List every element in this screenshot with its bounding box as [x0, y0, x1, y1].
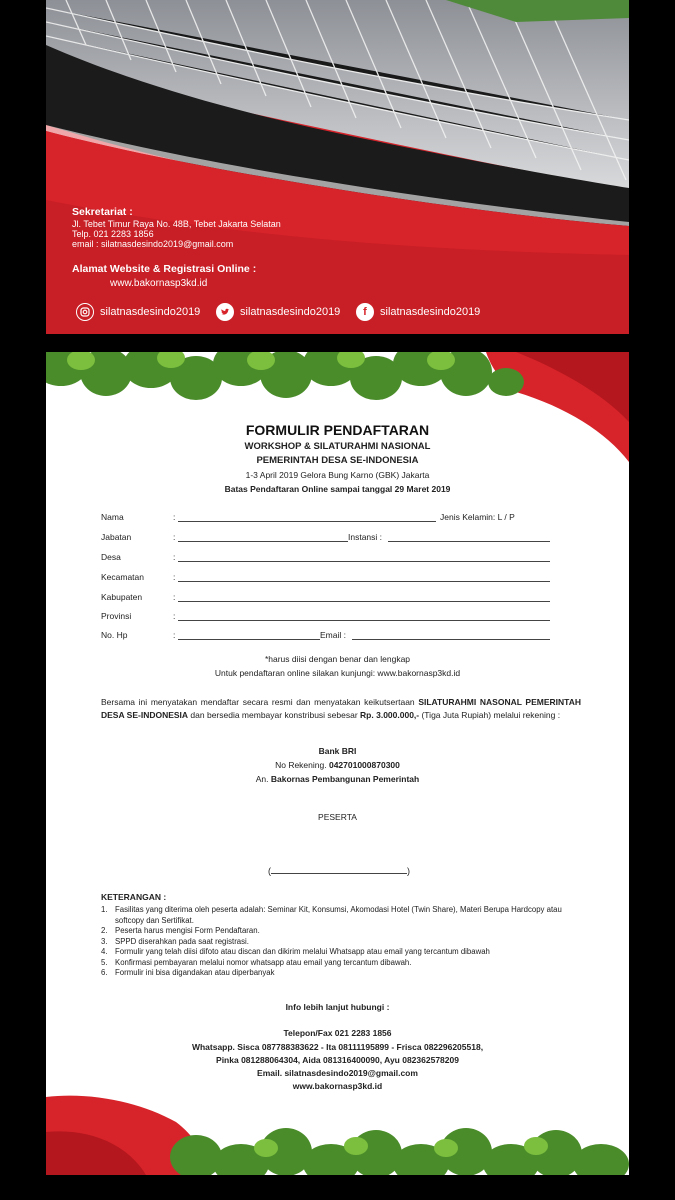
list-item: 6. Formulir ini bisa digandakan atau diperbanyak	[101, 968, 275, 977]
peserta-label: PESERTA	[318, 812, 357, 822]
secretariat-address: Jl. Tebet Timur Raya No. 48B, Tebet Jakarta Selatan	[72, 219, 281, 229]
website-heading: Alamat Website & Registrasi Online :	[72, 263, 257, 275]
field-nama[interactable]	[178, 521, 436, 522]
list-item: 2. Peserta harus mengisi Form Pendaftaran.	[101, 926, 260, 935]
colon: :	[173, 572, 176, 582]
contact-whatsapp-2: Pinka 081288064304, Aida 081316400090, Ayu 082362578209	[216, 1055, 459, 1065]
colon: :	[173, 592, 176, 602]
bank-account-holder: An. Bakornas Pembangunan Pemerintah	[255, 774, 420, 784]
bank-account: No Rekening. 042701000870300	[275, 760, 400, 770]
signature-field[interactable]: ( )	[268, 866, 410, 876]
info-heading: Info lebih lanjut hubungi :	[285, 1002, 390, 1012]
social-handle: silatnasdesindo2019	[240, 306, 341, 318]
colon: :	[173, 611, 176, 621]
keterangan-heading: KETERANGAN :	[101, 892, 167, 902]
secretariat-heading: Sekretariat :	[72, 206, 133, 218]
event-date-location: 1-3 April 2019 Gelora Bung Karno (GBK) Jakarta	[245, 470, 430, 480]
website-url[interactable]: www.bakornasp3kd.id	[110, 278, 208, 289]
colon: :	[173, 630, 176, 640]
label-jabatan: Jabatan	[101, 532, 132, 542]
list-item: 4. Formulir yang telah diisi difoto atau discan dan dikirim melalui Whatsapp atau email yang tercantum dibawah	[101, 947, 490, 956]
label-email: Email :	[320, 630, 346, 640]
field-provinsi[interactable]	[178, 620, 550, 621]
contact-email: Email. silatnasdesindo2019@gmail.com	[257, 1068, 418, 1078]
form-subtitle-2: PEMERINTAH DESA SE-INDONESIA	[256, 455, 419, 466]
secretariat-phone: Telp. 021 2283 1856	[72, 229, 154, 239]
note-online: Untuk pendaftaran online silakan kunjungi: www.bakornasp3kd.id	[214, 668, 461, 678]
registration-deadline: Batas Pendaftaran Online sampai tanggal 29 Maret 2019	[224, 484, 451, 494]
field-jabatan[interactable]	[178, 541, 348, 542]
label-no-hp: No. Hp	[101, 630, 128, 640]
field-instansi[interactable]	[388, 541, 550, 542]
field-no-hp[interactable]	[178, 639, 320, 640]
social-instagram[interactable]	[76, 303, 200, 321]
label-jenis-kelamin: Jenis Kelamin: L / P	[440, 512, 515, 522]
label-desa: Desa	[101, 552, 121, 562]
field-email[interactable]	[352, 639, 550, 640]
colon: :	[173, 532, 176, 542]
statement-paragraph: Bersama ini menyatakan mendaftar secara resmi dan menyatakan keikutsertaan SILATURAHMI NASONAL PEMERINTAH DESA SE-INDONESIA dan bersedia membayar konstribusi sebesar Rp. 3.000.000,- (Tiga Juta Rupiah) melalui rekening :	[101, 697, 581, 720]
contact-website[interactable]: www.bakornasp3kd.id	[292, 1081, 383, 1091]
colon: :	[173, 512, 176, 522]
list-item: 5. Konfirmasi pembayaran melalui nomor whatsapp atau email yang tercantum dibawah.	[101, 957, 412, 967]
twitter-icon	[216, 303, 234, 321]
field-desa[interactable]	[178, 561, 550, 562]
list-item: 3. SPPD diserahkan pada saat registrasi.	[101, 936, 249, 946]
colon: :	[173, 552, 176, 562]
bank-name: Bank BRI	[318, 746, 357, 756]
label-instansi: Instansi :	[348, 532, 383, 542]
instagram-icon	[76, 303, 94, 321]
event-banner	[46, 0, 629, 334]
social-twitter[interactable]	[216, 303, 340, 321]
registration-form-page	[46, 352, 629, 1175]
facebook-icon: f	[356, 303, 374, 321]
social-handle: silatnasdesindo2019	[380, 306, 481, 318]
label-kabupaten: Kabupaten	[101, 592, 143, 602]
form-subtitle-1: WORKSHOP & SILATURAHMI NASIONAL	[244, 441, 431, 452]
label-kecamatan: Kecamatan	[101, 572, 144, 582]
note-required: *harus diisi dengan benar dan lengkap	[264, 654, 411, 664]
social-facebook[interactable]	[356, 303, 480, 321]
field-kabupaten[interactable]	[178, 601, 550, 602]
keterangan-list	[101, 905, 581, 979]
contact-whatsapp-1: Whatsapp. Sisca 087788383622 - Ita 08111195899 - Frisca 082296205518,	[191, 1042, 484, 1052]
label-nama: Nama	[101, 512, 124, 522]
contact-telepon: Telepon/Fax 021 2283 1856	[283, 1028, 392, 1038]
form-title: FORMULIR PENDAFTARAN	[245, 422, 430, 438]
social-handle: silatnasdesindo2019	[100, 306, 201, 318]
label-provinsi: Provinsi	[101, 611, 132, 621]
list-item: 1. Fasilitas yang diterima oleh peserta adalah: Seminar Kit, Konsumsi, Akomodasi Hotel (Twin Share), Materi Berupa Hardcopy atau softcopy dan Sertifikat.	[101, 905, 562, 925]
secretariat-email: email : silatnasdesindo2019@gmail.com	[72, 239, 234, 249]
field-kecamatan[interactable]	[178, 581, 550, 582]
